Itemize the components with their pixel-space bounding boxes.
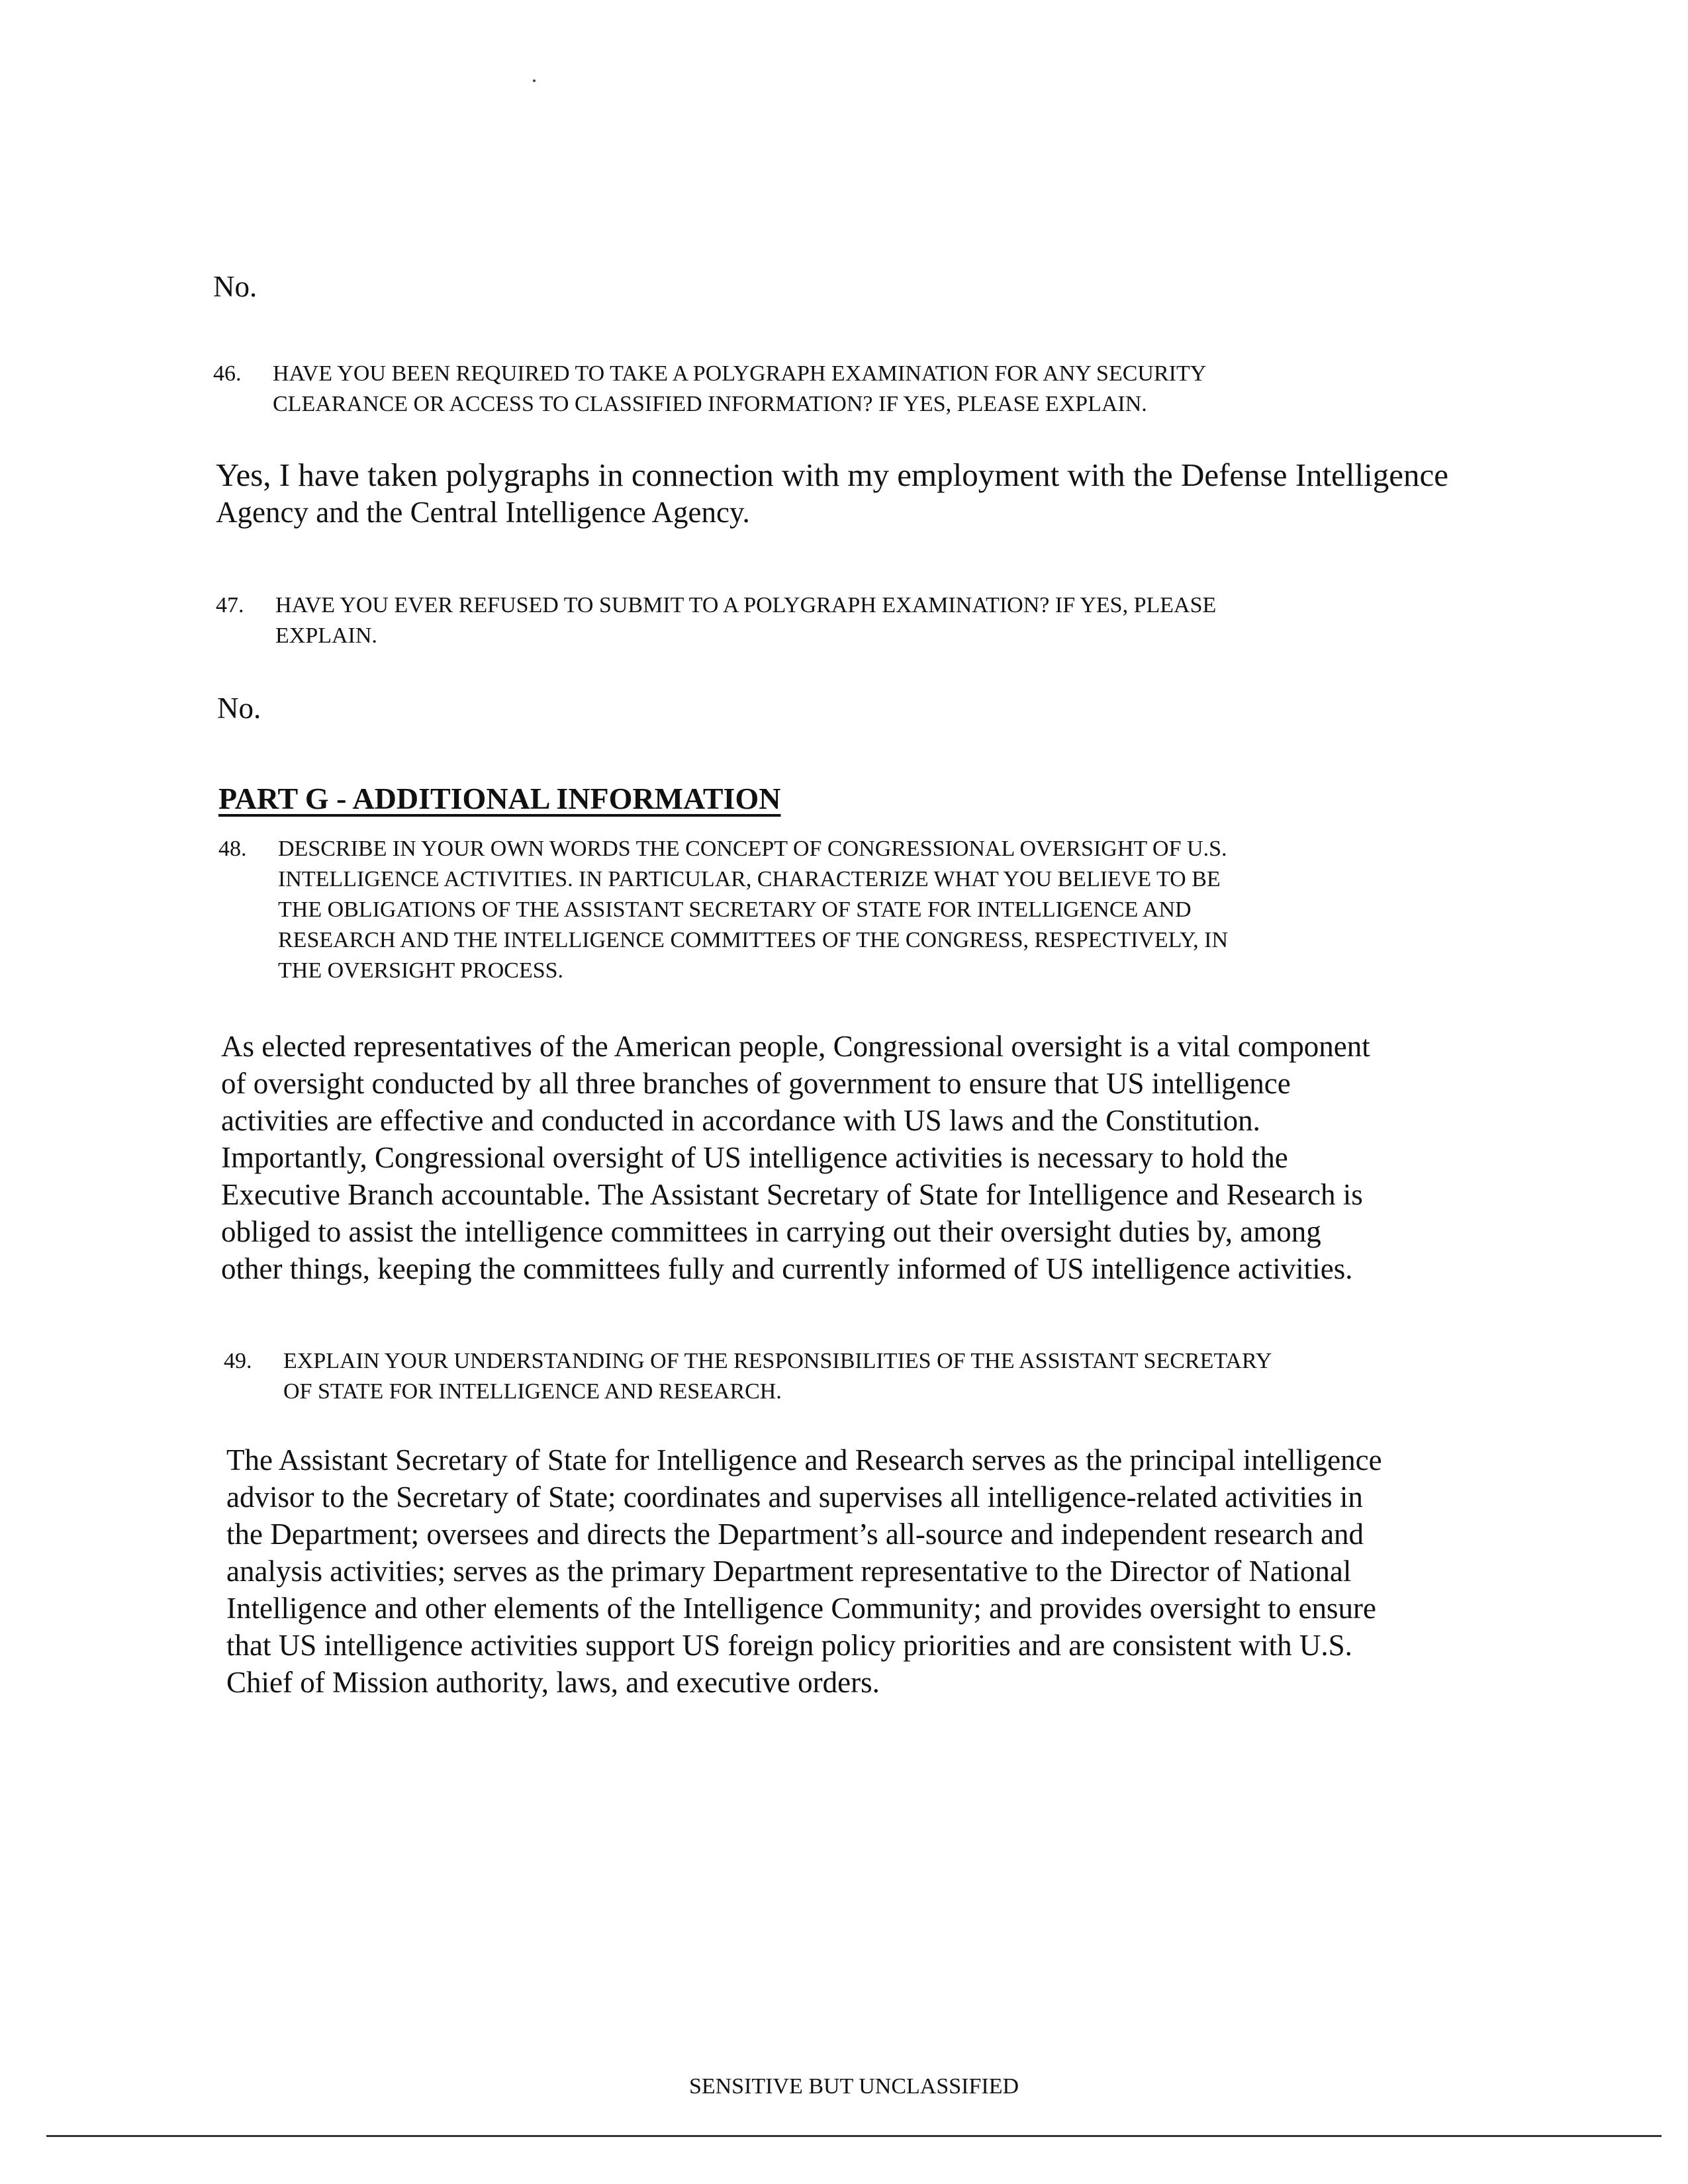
question-number: 46. [213, 361, 242, 386]
answer-line: advisor to the Secretary of State; coordinates and supervises all intelligence-related activities in [226, 1480, 1363, 1514]
question-number: 47. [216, 593, 244, 617]
question-47 [216, 590, 1606, 657]
answer-line: other things, keeping the committees fully and currently informed of US intelligence activities. [221, 1252, 1353, 1285]
answer-48 [221, 1028, 1370, 1287]
answer-line: The Assistant Secretary of State for Intelligence and Research serves as the principal intelligence [226, 1443, 1382, 1477]
question-line: THE OVERSIGHT PROCESS. [278, 958, 564, 983]
answer-line: Intelligence and other elements of the Intelligence Community; and provides oversight to ensure [226, 1592, 1377, 1625]
question-48 [218, 834, 1609, 993]
part-g-heading: PART G - ADDITIONAL INFORMATION [218, 782, 781, 815]
classification-footer: SENSITIVE BUT UNCLASSIFIED [688, 2074, 1019, 2099]
question-line: DESCRIBE IN YOUR OWN WORDS THE CONCEPT OF CONGRESSIONAL OVERSIGHT OF U.S. [278, 837, 1227, 861]
answer-line: As elected representatives of the American people, Congressional oversight is a vital component [221, 1030, 1370, 1063]
answer-line: Importantly, Congressional oversight of US intelligence activities is necessary to hold the [221, 1141, 1288, 1174]
answer-46 [216, 457, 1448, 531]
question-line: INTELLIGENCE ACTIVITIES. IN PARTICULAR, CHARACTERIZE WHAT YOU BELIEVE TO BE [278, 867, 1221, 891]
answer-line: analysis activities; serves as the primary Department representative to the Director of National [226, 1555, 1352, 1588]
question-line: CLEARANCE OR ACCESS TO CLASSIFIED INFORMATION? IF YES, PLEASE EXPLAIN. [273, 392, 1147, 416]
answer-line: obliged to assist the intelligence committees in carrying out their oversight duties by, among [221, 1215, 1321, 1248]
answer-line: the Department; oversees and directs the Department’s all-source and independent research and [226, 1518, 1364, 1551]
question-line: HAVE YOU EVER REFUSED TO SUBMIT TO A POLYGRAPH EXAMINATION? IF YES, PLEASE [275, 593, 1217, 617]
answer-line: Executive Branch accountable. The Assistant Secretary of State for Intelligence and Research is [221, 1178, 1363, 1211]
question-line: THE OBLIGATIONS OF THE ASSISTANT SECRETARY OF STATE FOR INTELLIGENCE AND [278, 897, 1192, 922]
answer-49 [226, 1441, 1382, 1701]
answer-45: No. [213, 270, 258, 303]
question-line: EXPLAIN. [275, 623, 377, 648]
answer-47: No. [217, 692, 261, 725]
answer-line: Chief of Mission authority, laws, and executive orders. [226, 1666, 880, 1699]
question-line: OF STATE FOR INTELLIGENCE AND RESEARCH. [283, 1379, 782, 1404]
question-46 [213, 359, 1603, 425]
answer-line: of oversight conducted by all three branches of government to ensure that US intelligence [221, 1067, 1291, 1100]
answer-line: activities are effective and conducted in accordance with US laws and the Constitution. [221, 1104, 1260, 1137]
question-line: HAVE YOU BEEN REQUIRED TO TAKE A POLYGRAPH EXAMINATION FOR ANY SECURITY [273, 361, 1207, 386]
question-line: EXPLAIN YOUR UNDERSTANDING OF THE RESPONSIBILITIES OF THE ASSISTANT SECRETARY [283, 1349, 1272, 1373]
footer-rule [46, 2135, 1662, 2137]
question-49 [224, 1346, 1647, 1412]
answer-line: Yes, I have taken polygraphs in connection with my employment with the Defense Intelligence [216, 457, 1448, 493]
answer-line: that US intelligence activities support US foreign policy priorities and are consistent with U.S. [226, 1629, 1352, 1662]
answer-line: Agency and the Central Intelligence Agency. [216, 496, 750, 529]
question-number: 48. [218, 837, 247, 861]
scan-speck [533, 79, 536, 82]
question-number: 49. [224, 1349, 252, 1373]
question-line: RESEARCH AND THE INTELLIGENCE COMMITTEES OF THE CONGRESS, RESPECTIVELY, IN [278, 928, 1229, 952]
